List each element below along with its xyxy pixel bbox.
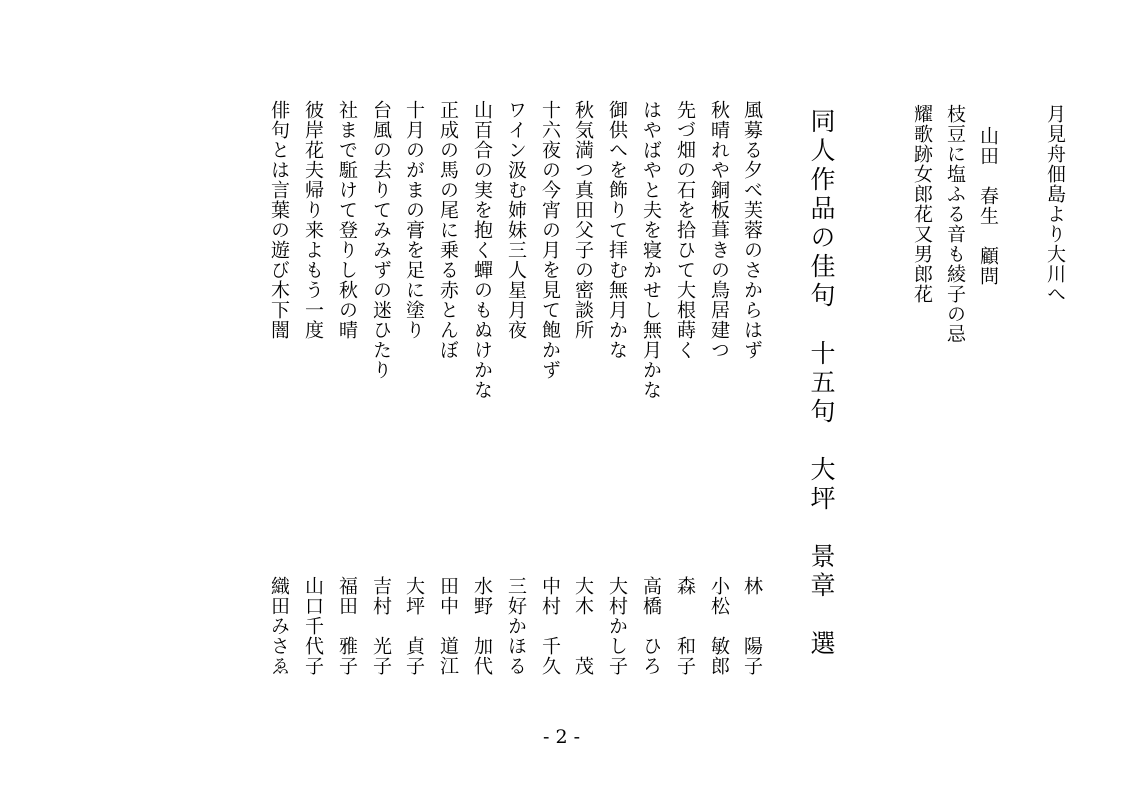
poem-line: 枝豆に塩ふる音も綾子の忌 [944, 104, 966, 344]
haiku-line: 台風の去りてみみずの迷ひたり [370, 100, 392, 380]
page-number: - 2 - [542, 726, 580, 748]
haiku-author: 大坪 貞子 [403, 576, 425, 676]
haiku-author: 三好かほる [505, 576, 527, 676]
haiku-author: 福田 雅子 [336, 576, 358, 676]
haiku-line: 社まで駈けて登りし秋の晴 [336, 100, 358, 340]
haiku-author: 林 陽子 [741, 576, 763, 676]
haiku-author: 吉村 光子 [370, 576, 392, 676]
haiku-line: 十月のがまの膏を足に塗り [403, 100, 425, 340]
poem-line: 耀歌跡女郎花又男郎花 [911, 104, 933, 304]
haiku-line: 秋気満つ真田父子の密談所 [572, 100, 594, 340]
haiku-author: 田中 道江 [437, 576, 459, 676]
haiku-author: 大木 茂 [572, 576, 594, 676]
haiku-line: ワイン汲む姉妹三人星月夜 [505, 100, 527, 340]
haiku-author: 水野 加代 [471, 576, 493, 676]
haiku-author: 中村 千久 [539, 576, 561, 676]
poem-line: 月見舟佃島より大川へ [1044, 104, 1066, 304]
haiku-line: 山百合の実を抱く蟬のもぬけかな [471, 100, 493, 400]
haiku-line: 彼岸花夫帰り来よもう一度 [302, 100, 324, 340]
haiku-line: 風募る夕べ芙蓉のさからはず [741, 100, 763, 360]
author-name: 山田 春生 顧問 [977, 126, 999, 286]
haiku-author: 小松 敏郎 [708, 576, 730, 676]
section-title: 同人作品の佳句 十五句 大坪 景章 選 [807, 108, 836, 659]
haiku-line: 十六夜の今宵の月を見て飽かず [539, 100, 561, 380]
haiku-line: 先づ畑の石を拾ひて大根蒔く [674, 100, 696, 360]
haiku-author: 山口千代子 [302, 576, 324, 676]
haiku-author: 大村かし子 [606, 576, 628, 676]
haiku-line: 俳句とは言葉の遊び木下闇 [268, 100, 290, 340]
haiku-author: 高橋 ひろ [640, 576, 662, 676]
haiku-line: 秋晴れや銅板葺きの鳥居建つ [708, 100, 730, 360]
haiku-author: 織田みさゑ [268, 576, 290, 676]
haiku-author: 森 和子 [674, 576, 696, 676]
haiku-line: はやばやと夫を寝かせし無月かな [640, 100, 662, 400]
haiku-line: 正成の馬の尾に乗る赤とんぼ [437, 100, 459, 360]
haiku-line: 御供へを飾りて拝む無月かな [606, 100, 628, 360]
